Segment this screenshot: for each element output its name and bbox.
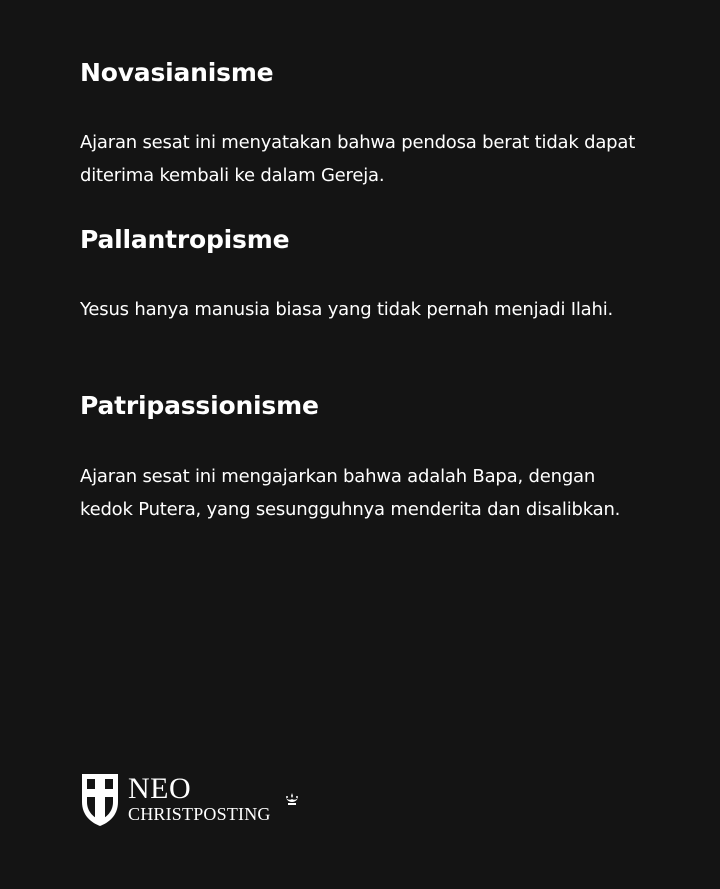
brand-subtitle: CHRISTPOSTING [128, 804, 271, 824]
brand-name: NEO [128, 772, 192, 805]
shield-cross-icon [80, 772, 120, 828]
entry-title-novasianisme: Novasianisme [80, 58, 274, 87]
entry-title-patripassionisme: Patripassionisme [80, 391, 319, 420]
entry-description-patripassionisme: Ajaran sesat ini mengajarkan bahwa adalah Bapa, dengan kedok Putera, yang sesungguhnya menderita dan disalibkan. [80, 466, 621, 520]
entry-title-pallantropisme: Pallantropisme [80, 225, 290, 254]
entry-description-novasianisme: Ajaran sesat ini menyatakan bahwa pendosa berat tidak dapat diterima kembali ke dalam Gereja. [80, 132, 636, 186]
crown-icon [284, 792, 300, 808]
entry-description-pallantropisme: Yesus hanya manusia biasa yang tidak pernah menjadi Ilahi. [80, 299, 614, 320]
brand-logo [80, 772, 320, 828]
